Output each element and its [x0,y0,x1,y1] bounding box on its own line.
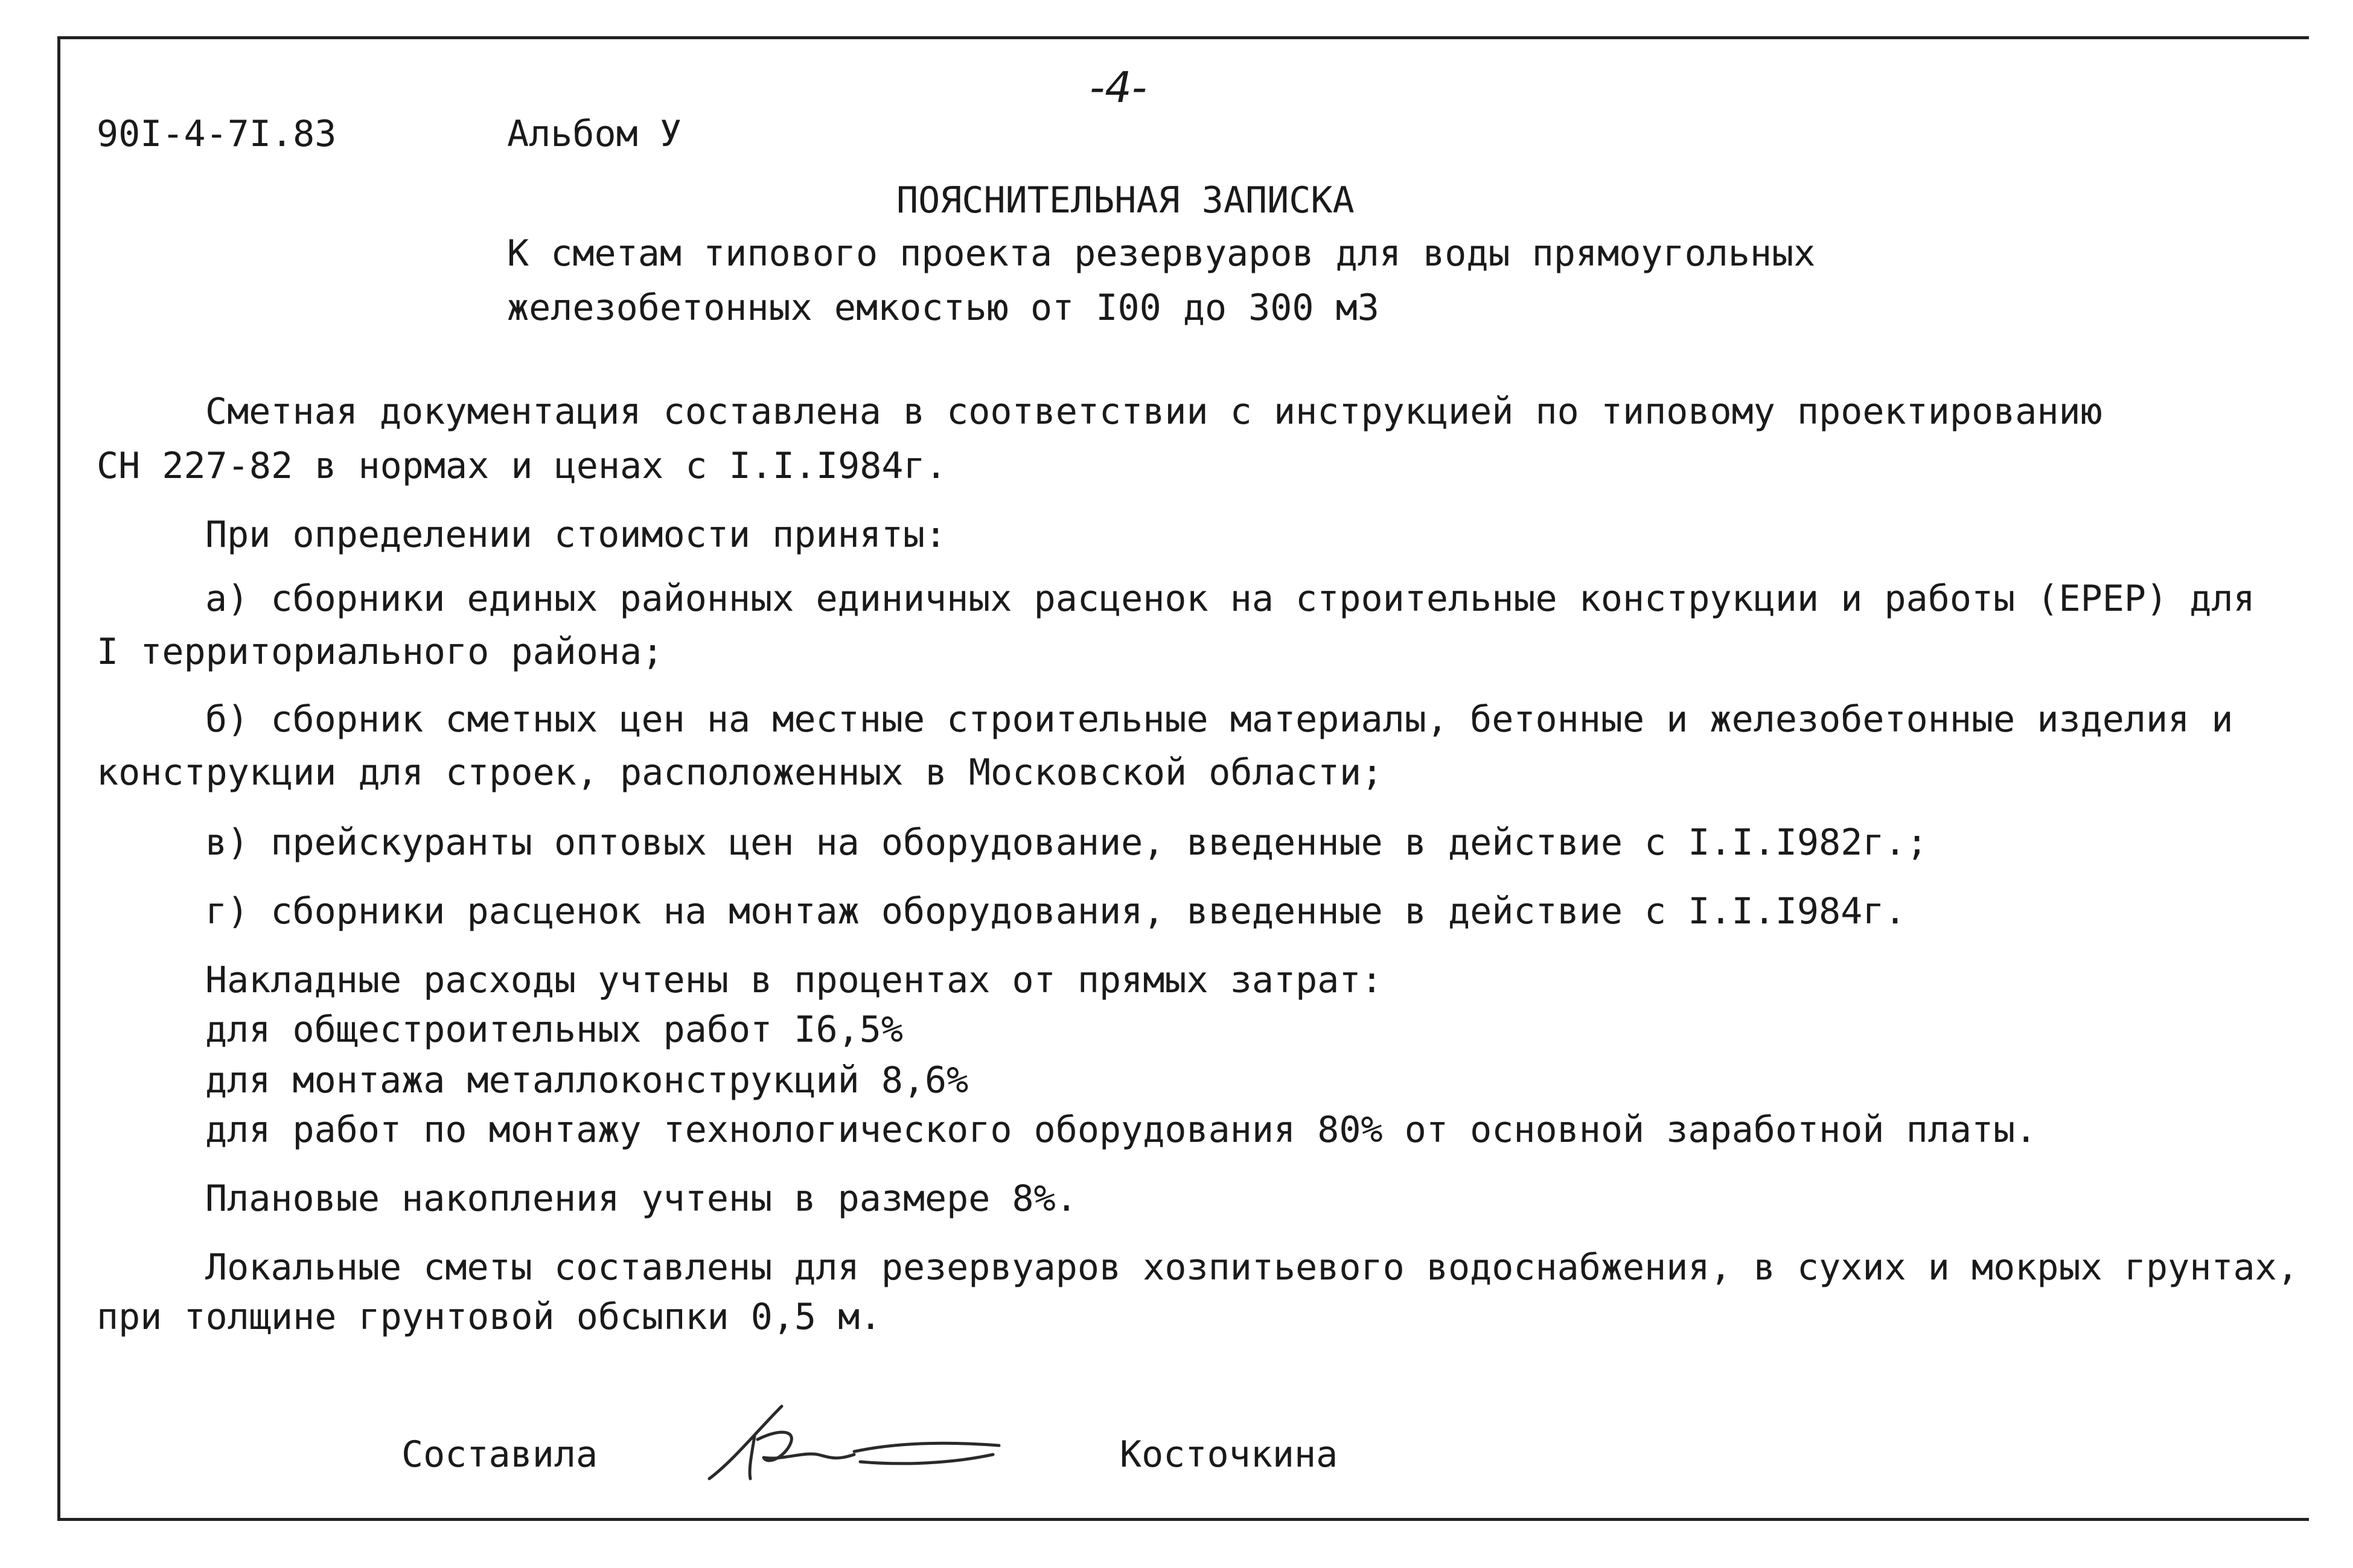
overhead-equipment: для работ по монтажу технологического оборудования 80% от основной заработной платы. [205,1109,2037,1151]
document-subtitle-line-2: железобетонных емкостью от I00 до 300 м3 [507,287,1379,329]
document-subtitle-line-1: К сметам типового проекта резервуаров для воды прямоугольных [507,232,1816,275]
list-item-g: г) сборники расценок на монтаж оборудования, введенные в действие с I.I.I984г. [205,890,1906,932]
album-label: Альбом У [507,113,682,155]
signature-mark [697,1394,1023,1485]
local-estimates-line-1: Локальные сметы составлены для резервуаров хозпитьевого водоснабжения, в сухих и мокрых грунтах, [205,1246,2299,1289]
paragraph-1-line-2: СН 227-82 в нормах и ценах с I.I.I984г. [97,445,947,487]
overhead-metal-structures: для монтажа металлоконструкций 8,6% [205,1059,969,1101]
document-code: 90I-4-7I.83 [97,113,337,155]
overhead-general-works: для общестроительных работ I6,5% [205,1009,903,1051]
list-item-b-line-1: б) сборник сметных цен на местные строительные материалы, бетонные и железобетонные изделия и [205,698,2233,741]
list-item-b-line-2: конструкции для строек, расположенных в Московской области; [97,751,1384,794]
local-estimates-line-2: при толщине грунтовой обсыпки 0,5 м. [97,1296,882,1338]
compiled-by-label: Составила [401,1433,598,1476]
page-number: -4- [1090,63,1148,112]
list-item-a-line-2: I территориального района; [97,631,664,673]
paragraph-1-line-1: Сметная документация составлена в соответствии с инструкцией по типовому проектированию [205,390,2102,433]
list-item-a-line-1: а) сборники единых районных единичных расценок на строительные конструкции и работы (ЕРЕР) для [205,578,2255,620]
list-item-v: в) прейскуранты оптовых цен на оборудование, введенные в действие с I.I.I982г.; [205,821,1928,864]
paragraph-2: При определении стоимости приняты: [205,514,947,556]
document-title: ПОЯСНИТЕЛЬНАЯ ЗАПИСКА [896,179,1355,221]
compiler-name: Косточкина [1120,1433,1338,1476]
overhead-intro: Накладные расходы учтены в процентах от прямых затрат: [205,959,1383,1001]
planned-savings: Плановые накопления учтены в размере 8%. [205,1178,1078,1220]
